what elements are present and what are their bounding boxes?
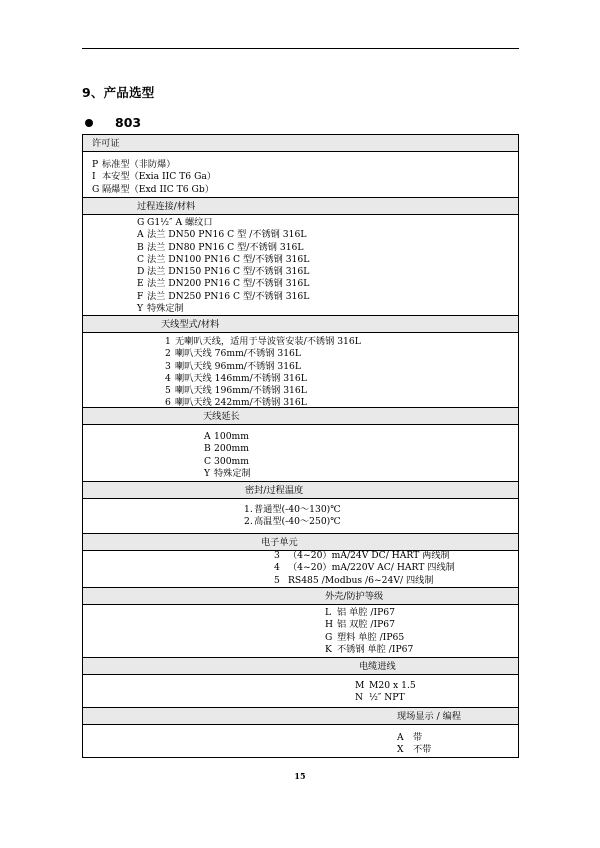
option-item: 6 喇叭天线 242mm/不锈钢 316L: [165, 397, 307, 409]
model-name: 803: [115, 115, 142, 130]
options-list: [92, 159, 216, 196]
option-item: 3 （4~20）mA/24V DC/ HART 两线制: [274, 550, 450, 561]
option-item: 1 无喇叭天线，适用于导波管安装/不锈钢 316L: [165, 336, 361, 347]
option-item: A 100mm: [204, 431, 249, 442]
options-list: [137, 217, 309, 315]
option-item: E 法兰 DN200 PN16 C 型/不锈钢 316L: [137, 278, 310, 290]
option-item: N ½″ NPT: [355, 692, 405, 704]
section-cable-entry: [83, 657, 518, 708]
section-title: 外壳/防护等级: [83, 588, 518, 605]
section-process-connection: [83, 197, 518, 316]
options-list: [325, 607, 413, 656]
section-license: [83, 135, 518, 197]
option-item: L 铝 单腔 /IP67: [325, 607, 396, 618]
option-item: G 塑料 单腔 /IP65: [325, 631, 405, 643]
option-item: Y 特殊定制: [137, 303, 184, 315]
option-item: A 法兰 DN50 PN16 C 型 /不锈钢 316L: [137, 229, 307, 241]
option-item: B 法兰 DN80 PN16 C 型/不锈钢 316L: [137, 241, 304, 253]
model-line: [82, 115, 141, 130]
options-list: [204, 431, 251, 480]
option-item: 3 喇叭天线 96mm/不锈钢 316L: [165, 360, 302, 372]
option-item: 5 RS485 /Modbus /6~24V/ 四线制: [274, 574, 434, 586]
option-item: C 300mm: [204, 455, 249, 467]
section-title: 电缆进线: [83, 658, 518, 675]
bullet-icon: [85, 119, 93, 127]
option-item: K 不锈钢 单腔 /IP67: [325, 643, 414, 655]
section-heading: 9、产品选型: [82, 85, 155, 100]
option-item: 4 喇叭天线 146mm/不锈钢 316L: [165, 372, 307, 384]
option-item: P 标准型（非防爆）: [92, 159, 176, 170]
section-title: 过程连接/材料: [83, 198, 518, 215]
option-item: D 法兰 DN150 PN16 C 型/不锈钢 316L: [137, 266, 310, 278]
option-item: C 法兰 DN100 PN16 C 型/不锈钢 316L: [137, 253, 310, 265]
options-list: [244, 504, 341, 529]
option-item: 5 喇叭天线 196mm/不锈钢 316L: [165, 385, 307, 397]
section-title: 电子单元: [83, 534, 518, 551]
option-item: Y 特殊定制: [204, 467, 251, 479]
options-list: [397, 732, 431, 757]
section-housing: [83, 587, 518, 658]
option-item: F 法兰 DN250 PN16 C 型/不锈钢 316L: [137, 290, 310, 302]
option-item: B 200mm: [204, 443, 249, 455]
option-item: G 隔爆型（Exd IIC T6 Gb）: [92, 183, 214, 195]
option-item: G G1½″ A 螺纹口: [137, 217, 213, 228]
section-title: 天线延长: [83, 408, 518, 425]
section-title: 密封/过程温度: [83, 482, 518, 499]
option-item: 1.普通型(-40～130)℃: [244, 504, 341, 515]
option-item: A 带: [397, 732, 423, 743]
option-item: 4 （4~20）mA/220V AC/ HART 四线制: [274, 562, 455, 574]
section-electronics: [83, 533, 518, 588]
options-list: [355, 680, 416, 705]
page-number: 15: [294, 771, 306, 781]
header-rule: [82, 48, 519, 49]
section-display: [83, 707, 518, 758]
options-list: [274, 550, 455, 587]
section-title: 天线型式/材料: [83, 316, 518, 333]
section-antenna-extension: [83, 407, 518, 482]
option-item: M M20 x 1.5: [355, 680, 416, 691]
option-item: X 不带: [397, 744, 432, 756]
option-item: 2 喇叭天线 76mm/不锈钢 316L: [165, 348, 302, 360]
section-title: 许可证: [83, 135, 518, 152]
selection-table: [82, 134, 519, 758]
section-seal-temperature: [83, 481, 518, 534]
options-list: [165, 336, 361, 410]
option-item: H 铝 双腔 /IP67: [325, 619, 396, 631]
section-title: 现场显示 / 编程: [83, 708, 518, 725]
option-item: 2.高温型(-40～250)℃: [244, 516, 341, 528]
section-antenna-type: [83, 315, 518, 408]
option-item: I 本安型（Exia IIC T6 Ga）: [92, 171, 217, 183]
